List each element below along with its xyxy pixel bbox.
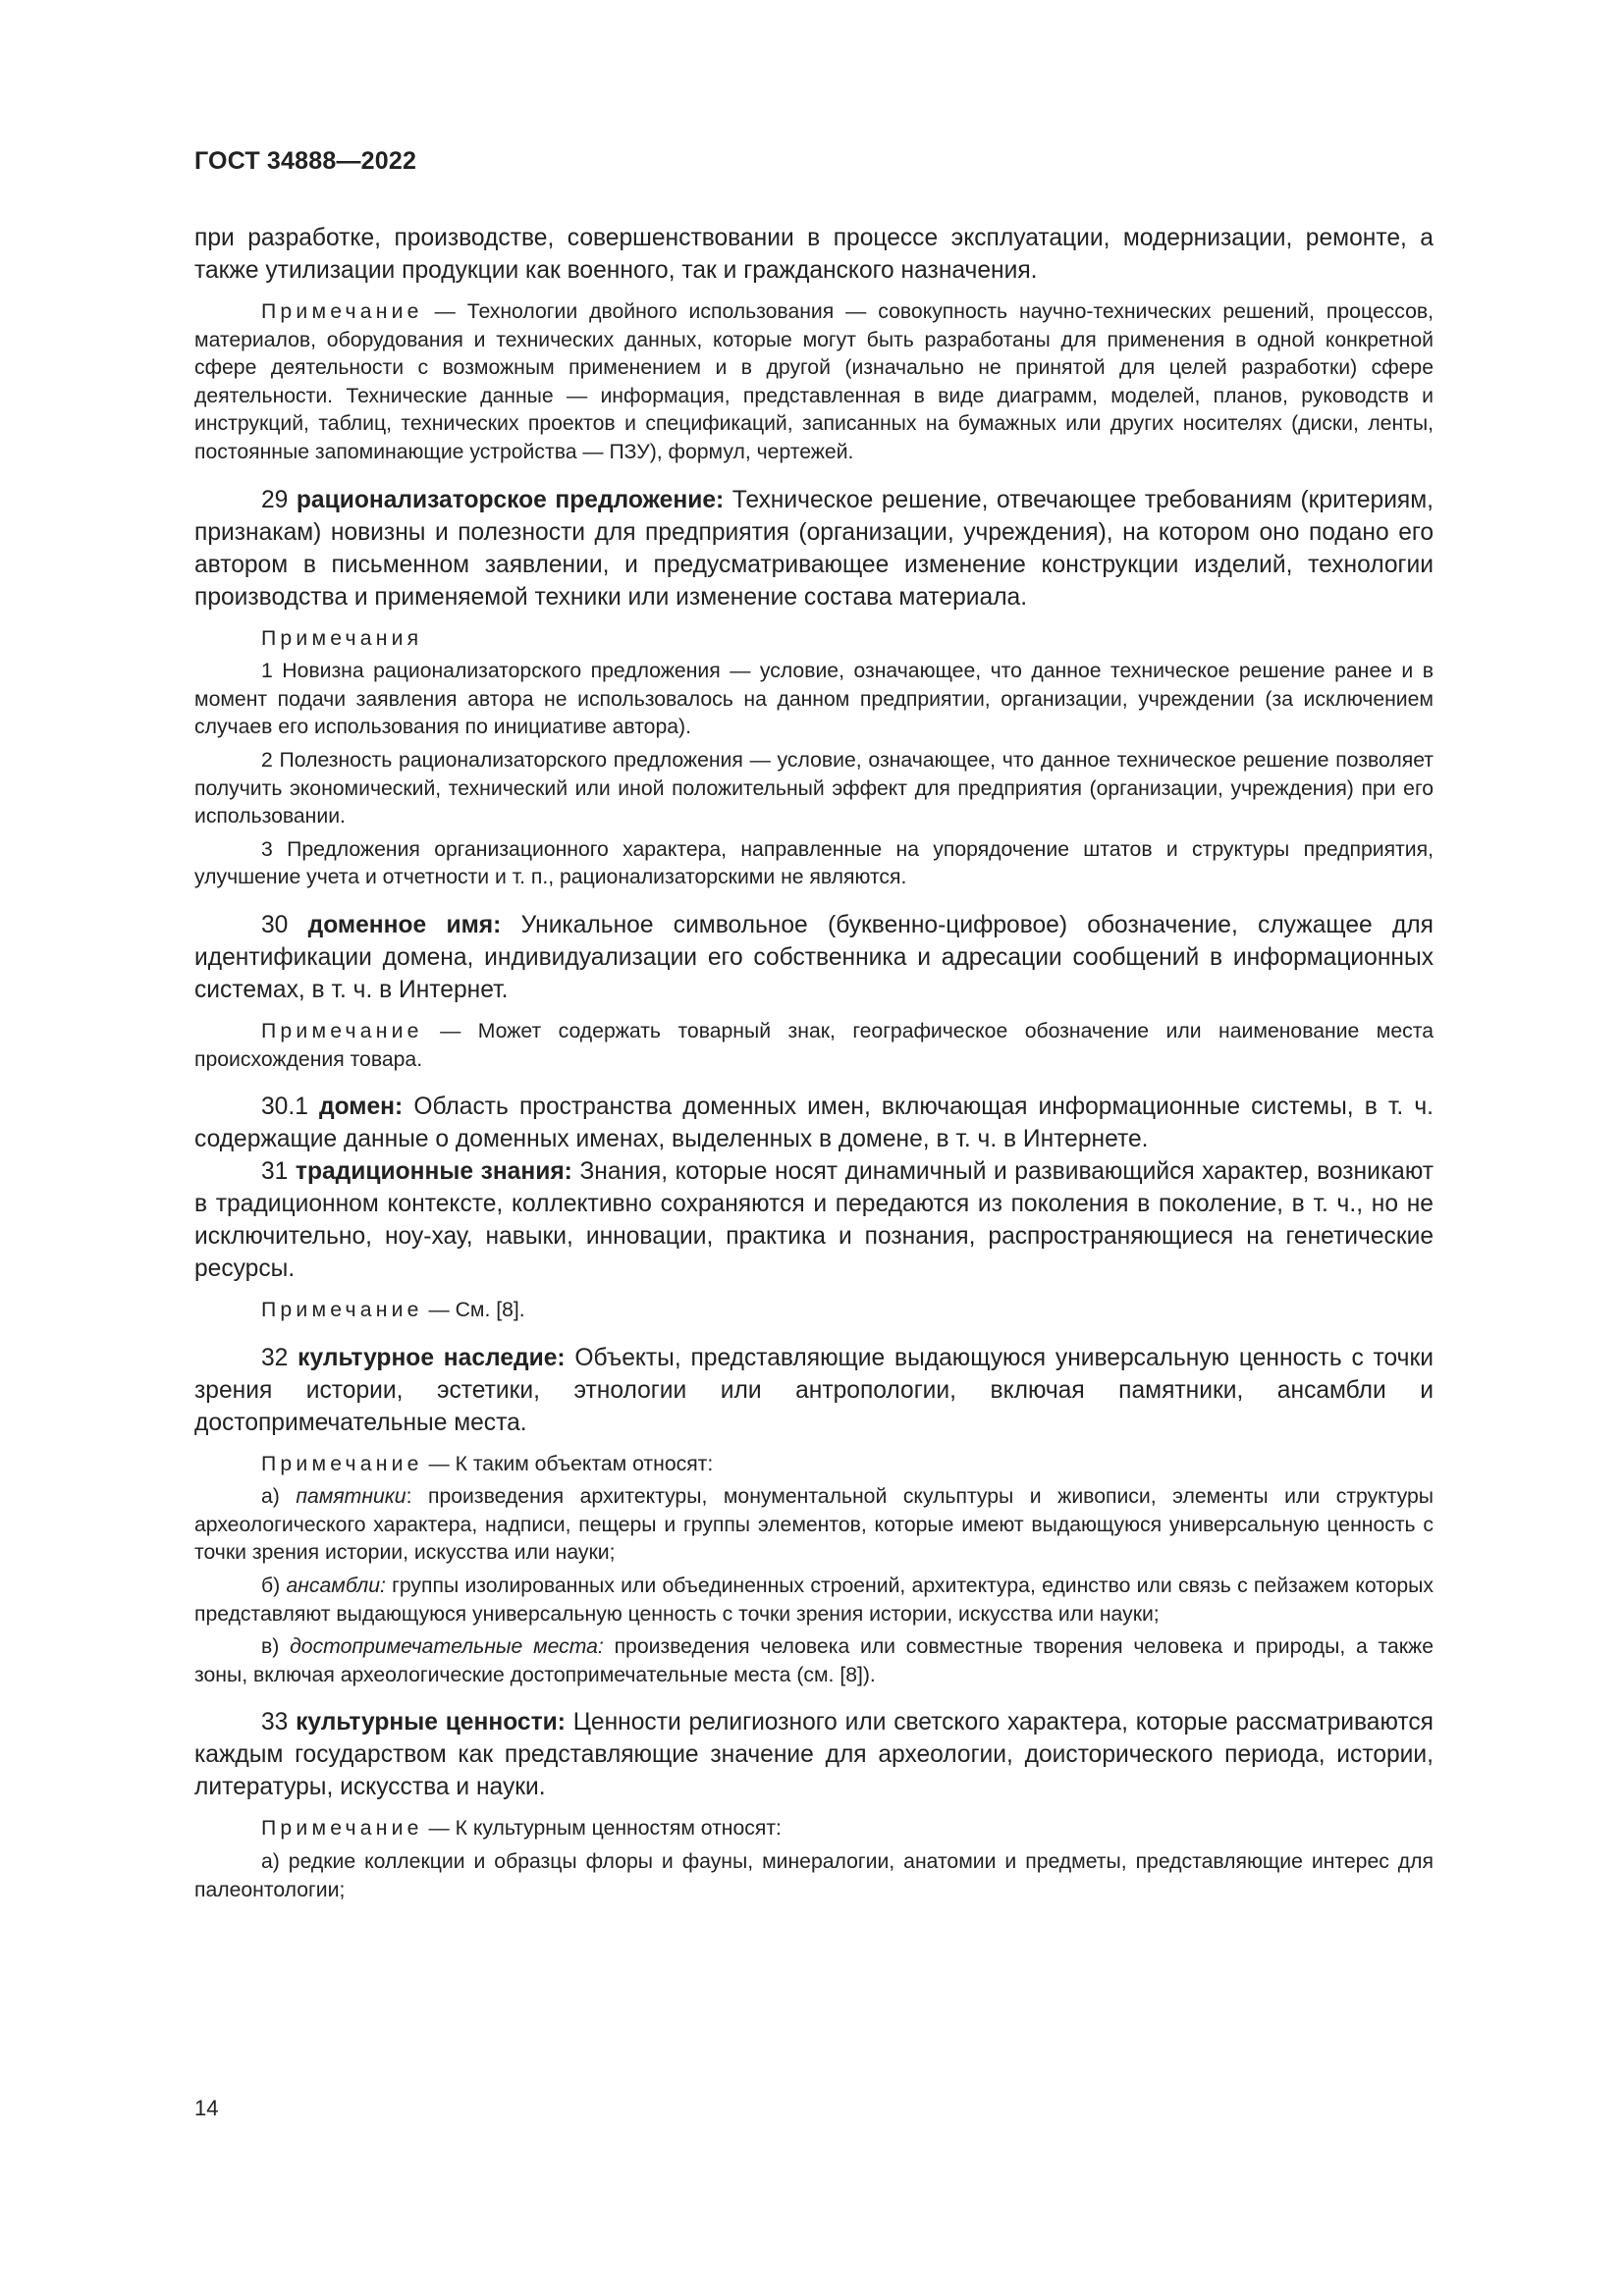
note-text: — Технологии двойного использования — совокупность научно-технических решений, процессов, материалов, оборудования и технических данных, которые могут быть разработаны для применения в одной конкретной сфере деятельности с возможным применением и в другой (изначально не принятой для целей разработки) сфере деятельности. Технические данные — информация, представленная в виде диаграмм, моделей, планов, руководств и инструкций, таблиц, технических проектов и спецификаций, записанных на бумажных или других носителях (диски, ленты, постоянные запоминающие устройства — ПЗУ), формул, чертежей. bbox=[194, 300, 1434, 463]
list-item bbox=[194, 1633, 1434, 1689]
document-header: ГОСТ 34888—2022 bbox=[194, 147, 417, 175]
term-31 bbox=[194, 1155, 1434, 1285]
term-title: культурное наследие: bbox=[298, 1344, 566, 1371]
note-label: Примечание bbox=[261, 1452, 423, 1475]
note-item: 2 Полезность рационализаторского предложения — условие, означающее, что данное техническое решение позволяет получить экономический, технический или иной положительный эффект для предприятия (организации, учреждения) при его использовании. bbox=[194, 748, 1434, 828]
term-number: 30.1 bbox=[261, 1094, 308, 1121]
list-term: ансамбли: bbox=[286, 1575, 386, 1598]
list-marker: в) bbox=[261, 1635, 280, 1659]
list-term: памятники bbox=[296, 1485, 406, 1509]
term-30-1 bbox=[194, 1091, 1434, 1155]
notes-heading bbox=[194, 625, 1434, 654]
term-definition: Техническое решение, отвечающее требованиям (критериям, признакам) новизны и полезности для предприятия (организации, учреждения), на котором оно подано его автором в письменном заявлении, и предусматривающее изменение конструкции изделий, технологии производства и применяемой техники или изменение состава материала. bbox=[194, 486, 1434, 611]
note-traditional-knowledge bbox=[194, 1297, 1434, 1325]
term-definition: Ценности религиозного или светского характера, которые рассматриваются каждым государством как представляющие значение для археологии, доисторического периода, истории, литературы, искусства и науки. bbox=[194, 1709, 1434, 1801]
note-label: Примечание bbox=[261, 1019, 423, 1042]
list-marker: б) bbox=[261, 1575, 281, 1598]
term-number: 29 bbox=[261, 486, 289, 513]
term-32 bbox=[194, 1342, 1434, 1439]
note-text: — К культурным ценностям относят: bbox=[428, 1817, 782, 1841]
notes-label: Примечания bbox=[261, 626, 423, 650]
note-text: — К таким объектам относят: bbox=[428, 1452, 714, 1475]
term-definition: Объекты, представляющие выдающуюся универсальную ценность с точки зрения истории, эстетики, этнологии или антропологии, включая памятники, ансамбли и достопримечательные места. bbox=[194, 1344, 1434, 1436]
note-item: 3 Предложения организационного характера, направленные на упорядочение штатов и структуры предприятия, улучшение учета и отчетности и т. п., рационализаторскими не являются. bbox=[194, 837, 1434, 889]
term-definition: Знания, которые носят динамичный и развивающийся характер, возникают в традиционном контексте, коллективно сохраняются и передаются из поколения в поколение, в т. ч., но не исключительно, ноу-хау, навыки, инновации, практика и познания, распространяющиеся на генетические ресурсы. bbox=[194, 1158, 1434, 1283]
term-definition: Уникальное символьное (буквенно-цифровое) обозначение, служащее для идентификации домена, индивидуализации его собственника и адресации сообщений в информационных системах, в т. ч. в Интернет. bbox=[194, 911, 1434, 1003]
list-text: : произведения архитектуры, монументальной скульптуры и живописи, элементы или структуры археологического характера, надписи, пещеры и группы элементов, которые имеют выдающуюся универсальную ценность с точки зрения истории, искусства или науки; bbox=[194, 1485, 1434, 1565]
note-label: Примечание bbox=[261, 1299, 423, 1322]
note-text: — См. [8]. bbox=[428, 1299, 525, 1322]
list-text: произведения человека или совместные творения человека и природы, а также зоны, включая археологические достопримечательные места (см. [8]). bbox=[194, 1635, 1434, 1686]
list-item: а) редкие коллекции и образцы флоры и фауны, минералогии, анатомии и предметы, представляющие интерес для палеонтологии; bbox=[194, 1850, 1434, 1901]
term-number: 30 bbox=[261, 911, 289, 938]
term-title: рационализаторское предложение: bbox=[296, 486, 725, 513]
term-title: доменное имя: bbox=[307, 911, 502, 938]
term-title: домен: bbox=[318, 1094, 404, 1121]
page-number: 14 bbox=[194, 2096, 219, 2120]
term-number: 32 bbox=[261, 1344, 289, 1371]
list-text: группы изолированных или объединенных строений, архитектура, единство или связь с пейзажем которых представляют выдающуюся универсальную ценность с точки зрения истории, искусства или науки; bbox=[194, 1575, 1434, 1626]
term-number: 33 bbox=[261, 1709, 289, 1736]
note-label: Примечание bbox=[261, 1817, 423, 1841]
term-number: 31 bbox=[261, 1158, 289, 1186]
page-content bbox=[194, 222, 1434, 1904]
term-30 bbox=[194, 909, 1434, 1006]
paragraph-intro: при разработке, производстве, совершенствовании в процессе эксплуатации, модернизации, ремонте, а также утилизации продукции как военного, так и гражданского назначения. bbox=[194, 225, 1434, 284]
term-29 bbox=[194, 484, 1434, 614]
list-marker: а) bbox=[261, 1485, 280, 1509]
note-domain-name bbox=[194, 1018, 1434, 1074]
term-title: культурные ценности: bbox=[296, 1709, 566, 1736]
term-title: традиционные знания: bbox=[295, 1158, 572, 1186]
note-text: — Может содержать товарный знак, географическое обозначение или наименование места происхождения товара. bbox=[194, 1019, 1434, 1071]
note-label: Примечание bbox=[261, 300, 423, 323]
list-term: достопримечательные места: bbox=[290, 1635, 604, 1659]
note-cultural-values bbox=[194, 1815, 1434, 1843]
note-item: 1 Новизна рационализаторского предложения — условие, означающее, что данное техническое решение ранее и в момент подачи заявления автора не использовалось на данном предприятии, организации, учреждении (за исключением случаев его использования по инициативе автора). bbox=[194, 660, 1434, 739]
note-dual-use bbox=[194, 298, 1434, 467]
note-cultural-heritage bbox=[194, 1451, 1434, 1479]
list-item bbox=[194, 1573, 1434, 1629]
term-33 bbox=[194, 1706, 1434, 1803]
term-definition: Область пространства доменных имен, включающая информационные системы, в т. ч. содержащие данные о доменных именах, выделенных в домене, в т. ч. в Интернете. bbox=[194, 1094, 1434, 1153]
list-item bbox=[194, 1483, 1434, 1568]
